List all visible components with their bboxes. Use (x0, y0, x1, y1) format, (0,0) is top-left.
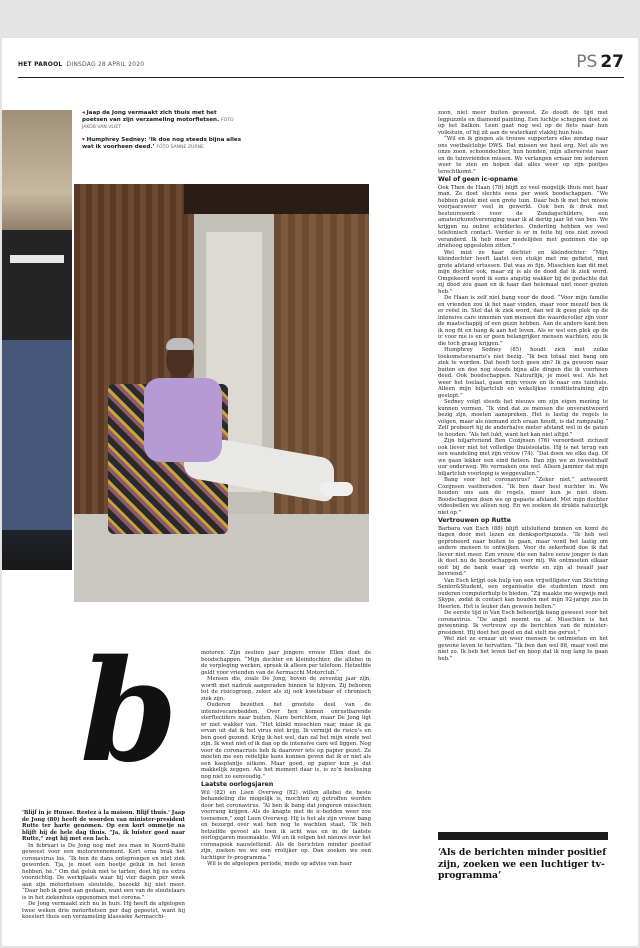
article-paragraph: Ouderen bezetten het grootste deel van de intensivecarebedden. Over hen komen onrustbarende sterfteciifers naar buiten. Nare berichten, maar De Jong ligt er niet wakker van. “Het klinkt misschien raar, maar ik ga ervan uit dat ik het virus niet krijg. Ik vermijd de risico’s en ben goed gezond. Krijg ik het wel, dan zal het mijn einde wel zijn. Ik weet niet of ik dan op de intensive care wil liggen. Nog voor de coronacrisis heb ik daarover iets op papier gezet. Ze moeten me een redelijke kans kunnen geven dat ik er niet als een kasplantje uitkom. Maar goed, op papier kun je dat makkelijk zeggen. Als het moment daar is, is zo’n beslissing nog niet zo eenvoudig.” (201, 702, 371, 780)
article-paragraph: Wil (82) en Leen Overweg (82) willen allebei de beste behandeling die mogelijk is, mochten zij getroffen worden door het coronavirus. “Al ben ik bang dat jongeren misschien voorrang krijgen. Als de knapte met de ic-bedden weer zou toenemen,” zegt Leen Overweg. Hij is het als zijn vrouw bang en bezorgd over wat hen nog te wachten staat. “Ik heb hetzelfde gevoel als toen ik acht was en in de laatste oorlogsjaren meemaakte. Wil en ik volgen het nieuws over het coronapook nauwlettend. Als de berichten minder positief zijn, zoeken we we een vrolijker op. Dan zoeken we een luchtiger tv-programma.” (201, 789, 371, 861)
photo-body-shape (144, 378, 222, 462)
masthead-title: HET PAROOL (18, 61, 63, 68)
article-paragraph: Mensen die, zoals De Jong, boven de zeventig jaar zijn, wordt met nadruk aangeraden binnen te blijven. Zij behoren tot de risicogroep, zeker als zij ook kwetsbaar of chronisch ziek zijn. (201, 676, 371, 702)
article-paragraph: Van Esch krijgt ook hulp van een vrijwilligster van Stichting Senior&Student, een organisatie die studenten inzet om ouderen computerhulp te bieden. “Zij maakte me wegwijs met Skype, zodat ik contact kan houden met mijn 92-jarige zus in Heerlen. Het is leuker dan gewoon bellen.” (438, 577, 608, 610)
photo-ceiling-shape (184, 184, 369, 214)
article-paragraph: Wel mist ze haar dochter en kleindochter. “Mijn kleindochter heeft laatst een stukje met me gefietst, met grote afstand ertussen. Dat was zo fijn. Misschien kan dit met mijn dochter ook, maar zij is als de dood dat ik ziek word. Omgekeerd word ik soms angstig wakker bij de gedachte dat zij dood zou gaan en ik haar dan helemaal niet meer gezien heb.” (438, 249, 608, 295)
photo-jeans-shape (2, 340, 72, 530)
article-column-left (22, 810, 185, 921)
article-paragraph: Barbara van Esch (88) blijft uitsluitend binnen en komt de dagen door met lezen en denksportpuzzels. “Ik heb wel geprobeerd naar buiten te gaan, maar vond het lastig om andere mensen te ontwijken. Voor de zekerheid doe ik dat liever niet meer. Een vrouw, die een halve eeuw jonger is dan ik doet nu de boodschappen voor mij. We ontmoeten elkaar ooit bij de bank waar zij werkte en zijn al twaalf jaar bevriend.” (438, 525, 608, 577)
pullquote: ‘Als de berichten minder positief zijn, zoeken we een luchtiger tv-programma’ (438, 847, 607, 881)
article-column-middle (201, 650, 371, 868)
caption-arrow-icon: ◂ (82, 110, 85, 116)
article-lead-paragraph: ‘Blijf in je Huuse. Restez à la maison. Blijf thuis.’ Jaap de Jong (80) heeft de woorden van minister-president Rutte ter harte genomen. Op een kort ommetje na blijft hij de hele dag thuis. “Ja, ik luister goed naar Rutte,” zegt hij met een lach. (22, 810, 185, 842)
subheading: Laatste oorlogsjaren (201, 781, 274, 788)
caption-2 (82, 137, 242, 151)
article-paragraph: De eerste tijd in Van Esch behoorlijk bang geweest voor het coronavirus. “De angst neemt nu af. Misschien is het gewenning. Ik vertrouw op de berichten van de minister-president. Hij doet het goed en dat stelt me gerust.” (438, 610, 608, 636)
photo-humphrey-sedney (74, 184, 369, 602)
article-paragraph: De Haan is zelf niet bang voor de dood. “Voor mijn familie en vrienden zou ik het naar vinden, maar voor mezelf ben ik er reëel in. Stel dat ik ziek word, dan wil ik geen plek op de intensive care innemen van mensen die waardevoller zijn voor de maatschappij of een gezin hebben. Aan de andere kant ben ik nog fit en hang ik aan het leven. Als er wel een plek op de ic voor me is en er geen belangrijker mensen wachten, zou ik die toch graag krijgen.” (438, 295, 608, 347)
caption-arrow-icon: ▾ (82, 137, 85, 143)
article-paragraph: Sedney volgt steeds het nieuws om zijn eigen mening te kunnen vormen. “Ik vind dat ze mensen die onverantwoord bezig zijn, moeten aanspreken. Het is lastig de regels te volgen, maar als niemand zich eraan houdt, is dat rampzalig.” Zelf probeert hij de anderhalve meter afstand wel in de gaten te houden. “Als het lukt, want het kan niet altijd.” (438, 399, 608, 438)
caption-credit: FOTO JAKOB VAN VLIET (82, 118, 234, 130)
newspaper-page (2, 38, 638, 946)
article-paragraph: Wel ziet ze ernaar uit weer mensen te ontmoeten en het gewone leven te hervatten. “Ik ben dan wel 88, maar voel me niet zo. Ik heb het leven lief en hoop dat ik nog lang te gaan heb.” (438, 636, 608, 662)
photo-shoe-shape (319, 482, 353, 496)
pullquote-rule (438, 832, 608, 840)
article-paragraph: zoon, niet meer buiten geweest. Ze doodt de tijd met legpuzzels en diamond painting. Een luchtje scheppen doet ze op het balkon. Leen gaat nog wel op de fiets naar hun volkstuin, of hij zit aan de waterkant vlakbij hun huis. (438, 110, 608, 136)
photo-hair-shape (166, 338, 194, 350)
article-paragraph: Humphrey Sedney (85) houdt zich met zulke toekomstscenario’s niet bezig. “Ik ben totaal niet bang om ziek te worden. Dat heeft toch geen zin? Ik ga gewoon naar buiten en doe nog steeds bijna alle dingen die ik voorheen deed. Ook boodschappen. Natuurlijk, je moet wel. Als het weer het toelaat, gaan mijn vrouw en ik naar ons tuinhuis. Alleen mijn biljartclub en wekelijkse conditietraining zijn gestopt.” (438, 347, 608, 399)
section-name: PS (576, 52, 598, 72)
page-header (18, 52, 624, 74)
photo-jaap-de-jong (2, 110, 72, 570)
header-rule (18, 77, 624, 78)
article-paragraph: “Wil en ik gingen als trouwe supporters elke zondag naar ons voetbalclubje DWS. Dat missen we heel erg. Net als we onze zoon, schoondochter, hun honden, mijn allereerste naar en de tuinvrienden missen. We verlangen ernaar om iedereen weer te zien en hopen dat alles weer op zijn pootjes terechtkomt.” (438, 136, 608, 175)
article-paragraph: Wil is de afgelopen periode, mede op advies van haar (207, 861, 352, 867)
section-label (576, 52, 624, 72)
masthead (18, 61, 144, 68)
photo-captions (82, 110, 242, 157)
article-paragraph: Zijn biljartvriend Ben Cozijnsen (76) veroordeelt zichzelf ook liever niet tot volledige thuisisolatie. Hij is net terug van een wandeling met zijn vrouw (74). “Dat doen we elke dag. Of we gaan lekker een eind fietsen. Dan zijn we zo tweeënhalf uur onderweg. We vermaken ons wel. Alleen jammer dat mijn biljartclub voorlopig is weggevallen.” (438, 438, 608, 477)
caption-text: Jaap de Jong vermaakt zich thuis met het poetsen van zijn verzameling motorfietsen. (82, 110, 220, 123)
subheading: Wel of geen ic-opname (438, 176, 518, 183)
caption-1 (82, 110, 242, 131)
article-paragraph: motoren. Zijn zestien jaar jongere vrouw Ellen doet de boodschappen. “Mijn dochter en kleindochter, die allebei in de verpleging werken, spreek ik alleen per telefoon. Hetzelfde geldt voor vrienden van de Aermacchi Motorclub.” (201, 650, 371, 676)
article-paragraph: Ook Then de Haan (78) blijft zo veel mogelijk thuis met haar man. Ze doet slechts eens per week boodschappen. “We hebben geluk met een grote tuin. Daar heb ik met het mooie voorjaarsweer veel in gewerkt. Ook ben ik druk met bestuurswerk voor de Zondagschilders, een amateurkunstvereniging waar ik al dertig jaar lid van ben. We krijgen nu online schilderles. Onderling hebben we veel telefonisch contact. Verder is er in feite bij ons niet zoveel veranderd. Ik heb meer medelijden met gezinnen die op driehoog opgesloten zitten.” (438, 184, 608, 249)
photo-shirt-shape (2, 230, 72, 340)
caption-credit: FOTO SANNE ZURNE (156, 145, 204, 150)
page-number: 27 (600, 52, 624, 72)
article-column-right (438, 110, 608, 662)
issue-date: DINSDAG 28 APRIL 2020 (66, 61, 145, 68)
article-paragraph: In februari is De Jong nog met zes man in Noord-Italië geweest voor een motorevenement. Kort erna brak het coronavirus los. “Ik ben de dans ontsprongen en niet ziek geworden. Tja, je moet een beetje geluk in het leven hebben, hè.” Om dat geluk niet te tarten, doet hij nu extra voorzichtig. De werkplaats waar hij vier dagen per week aan zijn motorfietsen sleutelde, bezoekt hij niet meer. “Daar heb ik goed aan gedaan, want een van de sleutelaars is in het ziekenhuis opgenomen met corona.” (22, 842, 185, 901)
photo-stripe-shape (10, 255, 64, 263)
article-paragraph: Bang voor het coronavirus? “Zeker niet,” antwoordt Cozijnsen vastberaden. “Ik ben daar heel nuchter in. We houden ons aan de regels, meer kun je niet doen. Boodschappen doen we op gepaste afstand. Met mijn dochter videobellen we alleen nog. En we zoeken de drukte natuurlijk niet op.” (438, 477, 608, 516)
article-paragraph: De Jong vermaakt zich nu in huis. Hij heeft de afgelopen twee weken drie motorfietsen per dag gepoetst, want hij koestert thuis een verzameling klassieke Aermacchi- (22, 901, 185, 920)
drop-cap: b (80, 630, 178, 794)
subheading: Vertrouwen op Rutte (438, 517, 511, 524)
caption-text: Humphrey Sedney: ‘Ik doe nog steeds bijna alles wat ik voorheen deed.’ (82, 137, 242, 150)
